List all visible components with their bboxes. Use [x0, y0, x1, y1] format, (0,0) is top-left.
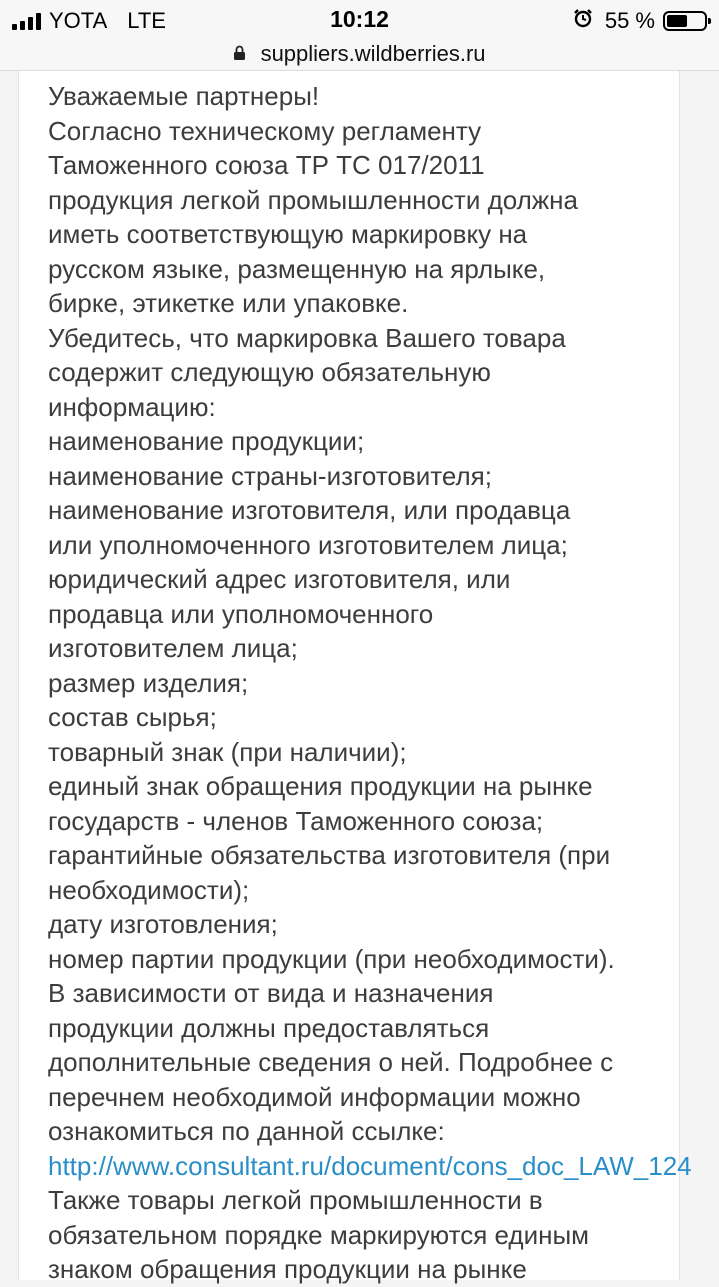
text-line: дату изготовления;: [48, 909, 278, 939]
text-line: необходимости);: [48, 874, 250, 905]
url-text[interactable]: suppliers.wildberries.ru: [260, 41, 486, 67]
text-line: наименование продукции;: [48, 426, 365, 456]
status-right: [573, 8, 707, 34]
text-line: русском языке, размещенную на ярлыке,: [48, 253, 546, 284]
text-line: Убедитесь, что маркировка Вашего товара: [48, 322, 566, 353]
text-line: обязательном порядке маркируются единым: [48, 1219, 590, 1250]
text-line: Согласно техническому регламенту: [48, 115, 482, 146]
text-line: состав сырья;: [48, 702, 217, 732]
battery-icon: [663, 11, 707, 31]
text-line: единый знак обращения продукции на рынке: [48, 771, 593, 801]
text-line: продукция легкой промышленности должна: [48, 184, 579, 215]
text-line: продавца или уполномоченного: [48, 598, 434, 629]
text-line: изготовителем лица;: [48, 633, 298, 663]
text-line: содержит следующую обязательную: [48, 357, 491, 387]
battery-fill: [667, 15, 687, 27]
text-line: ознакомиться по данной ссылке:: [48, 1116, 445, 1146]
text-line: наименование изготовителя, или продавца: [48, 495, 571, 525]
text-line: Также товары легкой промышленности в: [48, 1185, 543, 1215]
text-line: Уважаемые партнеры!: [48, 81, 320, 111]
text-line: дополнительные сведения о ней. Подробнее с: [48, 1047, 614, 1077]
text-line: Таможенного союза ТР ТС 017/2011: [48, 150, 485, 180]
alarm-icon: [573, 8, 593, 34]
text-line: информацию:: [48, 391, 216, 422]
text-line: юридический адрес изготовителя, или: [48, 564, 511, 594]
network-type: LTE: [127, 8, 166, 33]
text-line: размер изделия;: [48, 667, 249, 698]
text-line: знаком обращения продукции на рынке: [48, 1254, 527, 1284]
text-line: наименование страны-изготовителя;: [48, 460, 492, 491]
text-line: В зависимости от вида и назначения: [48, 978, 494, 1008]
consultant-link[interactable]: http://www.consultant.ru/document/cons_doc_LAW_124: [48, 1150, 692, 1181]
clock: 10:12: [330, 6, 389, 32]
carrier-name: YOTA: [49, 8, 108, 33]
lock-icon: [233, 41, 246, 67]
text-line: бирке, этикетке или упаковке.: [48, 288, 409, 318]
text-line: товарный знак (при наличии);: [48, 736, 407, 767]
text-line: продукции должны предоставляться: [48, 1012, 490, 1043]
battery-percent: 55 %: [604, 8, 655, 33]
article-text: [48, 79, 719, 1287]
text-line: или уполномоченного изготовителем лица;: [48, 529, 568, 560]
text-line: перечнем необходимой информации можно: [48, 1081, 581, 1112]
text-line: иметь соответствующую маркировку на: [48, 219, 528, 249]
address-bar[interactable]: [0, 40, 719, 71]
status-bar: [0, 0, 719, 40]
link-line: [48, 1149, 719, 1184]
text-line: номер партии продукции (при необходимости).: [48, 943, 615, 974]
text-line: гарантийные обязательства изготовителя (при: [48, 840, 611, 870]
text-line: государств - членов Таможенного союза;: [48, 805, 544, 836]
